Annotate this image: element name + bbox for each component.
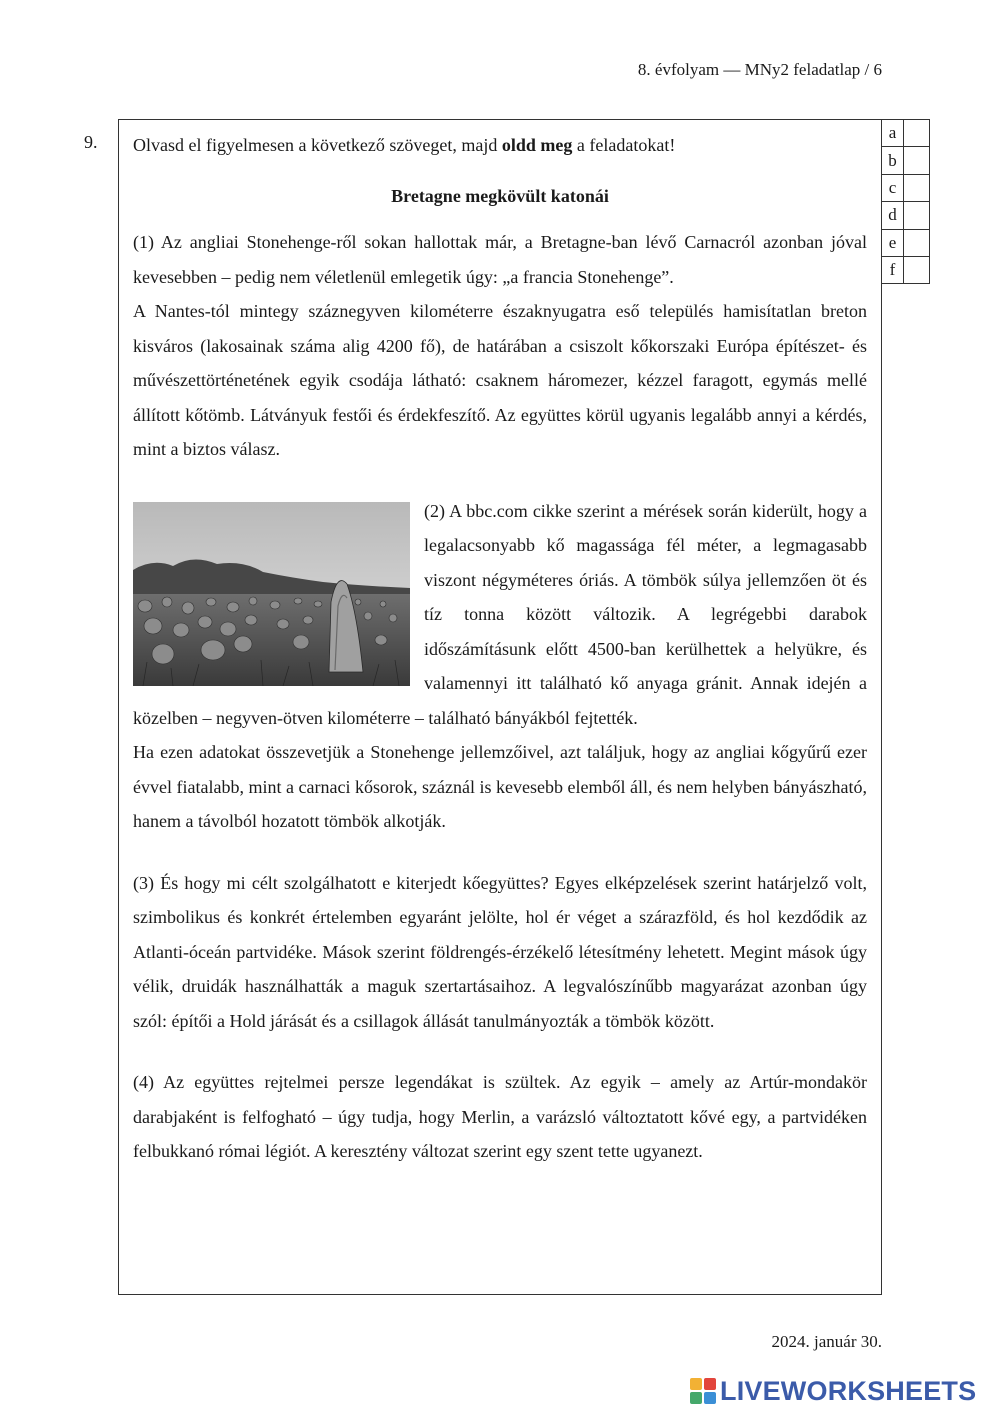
paragraph-2b: Ha ezen adatokat összevetjük a Stonehenge jellemzőivel, azt találjuk, hogy az angliai kőgyűrű ezer évvel fiatalabb, mint a carnaci kősorok, száznál is kevesebb elemből áll, és nem helyben bányászható, hanem a távolból hozatott tömbök alkotják. <box>133 742 867 831</box>
paragraph-gap <box>133 467 867 494</box>
paragraph-1b: A Nantes-tól mintegy száznegyven kilométerre északnyugatra eső település hamisítatlan breton kisváros (lakosainak száma alig 4200 fő), de határában a csiszolt kőkorszaki Európa építészet- és művészettörténetének egyik csodája látható: csaknem háromezer, kézzel faragott, egymás mellé állított kőtömb. Látványuk festői és érdekfeszítő. Az együttes körül ugyanis legalább annyi a kérdés, mint a biztos válasz. <box>133 301 867 459</box>
answer-grid <box>881 119 930 284</box>
question-content <box>133 128 867 1169</box>
answer-box-a[interactable] <box>904 120 930 147</box>
answer-row-f <box>882 256 930 283</box>
answer-label-b: b <box>882 147 904 174</box>
answer-label-f: f <box>882 256 904 283</box>
instruction-text-after: a feladatokat! <box>572 135 676 155</box>
answer-label-a: a <box>882 120 904 147</box>
instruction <box>133 128 867 163</box>
paragraph-3: (3) És hogy mi célt szolgálhatott e kiterjedt kőegyüttes? Egyes elképzelések szerint határjelző volt, szimbolikus és konkrét értelemben egyaránt jelölte, hol ér véget a szárazföld, és hol kezdődik az Atlanti-óceán partvidéke. Mások szerint földrengés-érzékelő létesítmény lehetett. Megint mások úgy vélik, druidák használhatták a maguk szertartásaihoz. A legvalószínűbb magyarázat azonban úgy szól: építői a Hold járását és a csillagok állását tanulmányozták a tömbök között. <box>133 872 867 1031</box>
answer-box-b[interactable] <box>904 147 930 174</box>
paragraph-2a: (2) A bbc.com cikke szerint a mérések során kiderült, hogy a legalacsonyabb kő magassága fél méter, a legmagasabb viszont négyméteres óriás. A tömbök súlya jellemzően öt és tíz tonna között változik. A legrégebbi darabok időszámításunk előtt 4500-ban kerülhettek a helyükre, és valamennyi itt található kő anyaga gránit. Annak idején a közelben – negyven-ötven kilométerre – található bányákból fejtették. <box>133 500 867 728</box>
carnac-stones-photo <box>133 502 410 686</box>
liveworksheets-logo-icon <box>690 1378 716 1404</box>
instruction-text-before: Olvasd el figyelmesen a következő szöveget, majd <box>133 135 502 155</box>
question-number: 9. <box>84 132 98 152</box>
footer-date: 2024. január 30. <box>771 1332 882 1351</box>
answer-row-c <box>882 174 930 201</box>
answer-row-e <box>882 229 930 256</box>
answer-row-d <box>882 202 930 229</box>
paragraph-1a: (1) Az angliai Stonehenge-ről sokan hallottak már, a Bretagne-ban lévő Carnacról azonban jóval kevesebben – pedig nem véletlenül emlegetik úgy: „a francia Stonehenge”. <box>133 232 867 287</box>
brand-name: LIVEWORKSHEETS <box>720 1375 977 1406</box>
answer-row-b <box>882 147 930 174</box>
paragraph-gap <box>133 1038 867 1065</box>
instruction-emphasis: oldd meg <box>501 135 573 155</box>
answer-box-c[interactable] <box>904 174 930 201</box>
answer-row-a <box>882 120 930 147</box>
liveworksheets-brand <box>690 1374 976 1408</box>
paragraph-4: (4) Az együttes rejtelmei persze legendákat is szültek. Az egyik – amely az Artúr-mondakör darabjaként is felfogható – úgy tudja, hogy Merlin, a varázsló változtatott kővé egy, a partvidéken felbukkanó római légiót. A keresztény változat szerint egy szent tette ugyanezt. <box>133 1072 867 1161</box>
answer-label-e: e <box>882 229 904 256</box>
answer-box-f[interactable] <box>904 256 930 283</box>
answer-label-d: d <box>882 202 904 229</box>
answer-label-c: c <box>882 174 904 201</box>
answer-box-d[interactable] <box>904 202 930 229</box>
paragraph-gap <box>133 839 867 866</box>
text-title: Bretagne megkövült katonái <box>391 185 609 206</box>
page-header: 8. évfolyam — MNy2 feladatlap / 6 <box>637 60 882 79</box>
answer-box-e[interactable] <box>904 229 930 256</box>
